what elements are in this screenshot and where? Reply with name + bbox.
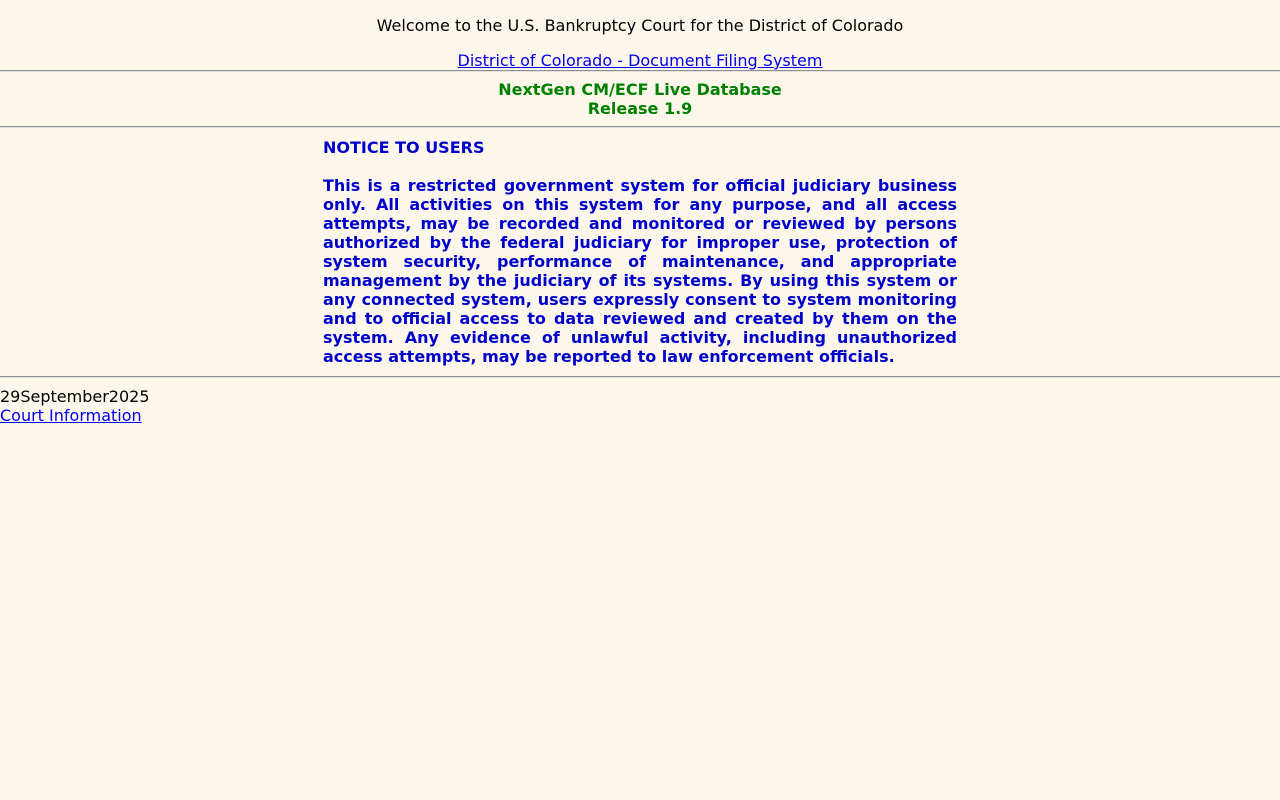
notice-section [323, 138, 957, 366]
database-name: NextGen CM/ECF Live Database [498, 80, 782, 99]
divider-bottom [0, 376, 1280, 378]
release-info [0, 80, 1280, 118]
page [0, 16, 1280, 425]
welcome-heading: Welcome to the U.S. Bankruptcy Court for the District of Colorado [376, 16, 904, 35]
court-information-link[interactable]: Court Information [0, 406, 142, 425]
notice-title: NOTICE TO USERS [323, 138, 485, 157]
release-version: Release 1.9 [587, 99, 693, 118]
divider-middle [0, 126, 1280, 128]
filing-link-container [0, 51, 1280, 70]
document-filing-system-link[interactable]: District of Colorado - Document Filing System [457, 51, 823, 70]
notice-body: This is a restricted government system for official judiciary business only. All activities on this system for any purpose, and all access attempts, may be recorded and monitored or reviewed by persons authorized by the federal judiciary for improper use, protection of system security, performance of maintenance, and appropriate management by the judiciary of its systems. By using this system or any connected system, users expressly consent to system monitoring and to official access to data reviewed and created by them on the system. Any evidence of unlawful activity, including unauthorized access attempts, may be reported to law enforcement officials. [323, 176, 957, 366]
current-date: 29September2025 [0, 387, 150, 406]
footer [0, 387, 1280, 425]
divider-top [0, 70, 1280, 72]
